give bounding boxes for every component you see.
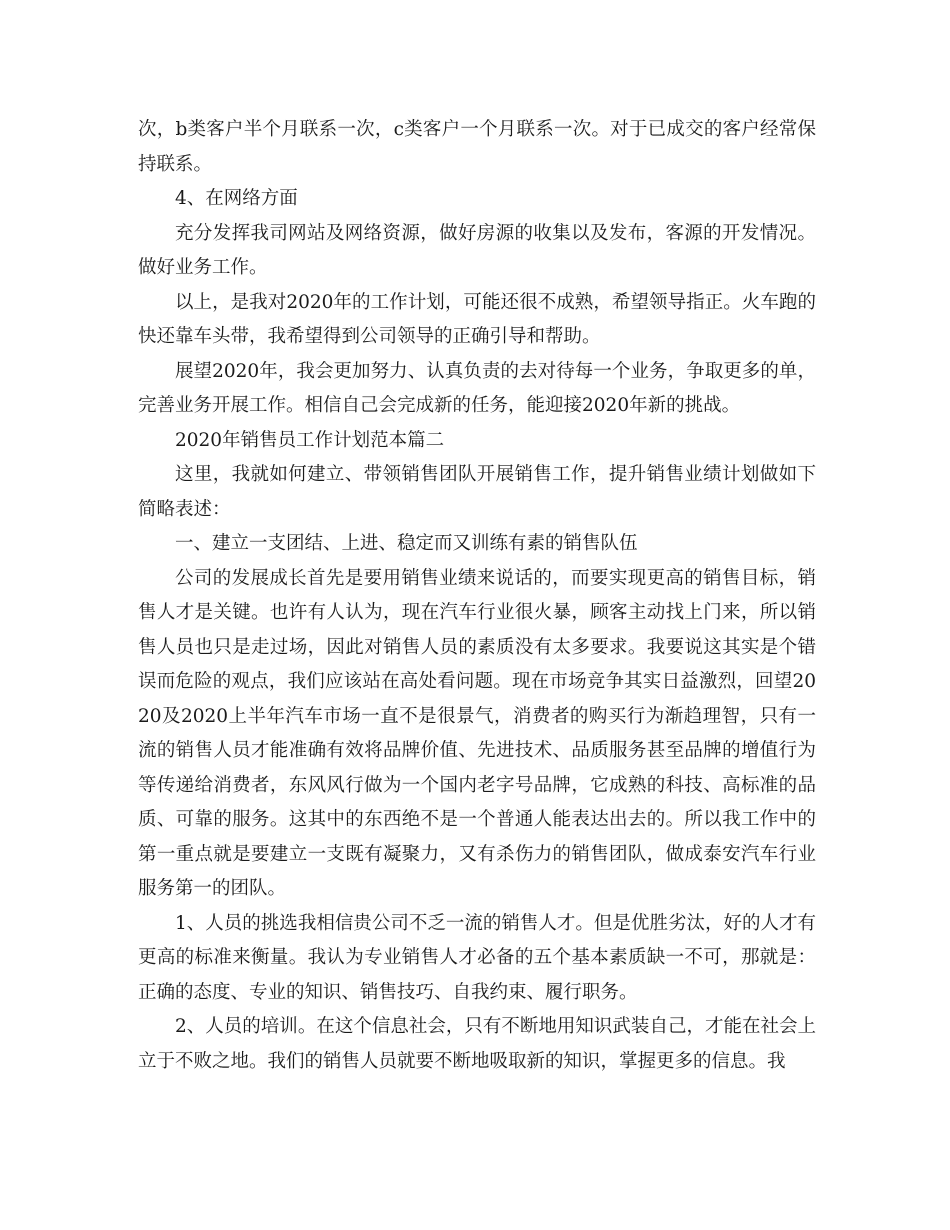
paragraph-network: 充分发挥我司网站及网络资源，做好房源的收集以及发布，客源的开发情况。做好业务工作。 [138,222,816,278]
paragraph-summary: 以上，是我对2020年的工作计划，可能还很不成熟，希望领导指正。火车跑的快还靠车头带，我希望得到公司领导的正确引导和帮助。 [138,291,816,347]
paragraph-outlook: 展望2020年，我会更加努力、认真负责的去对待每一个业务，争取更多的单，完善业务开展工作。相信自己会完成新的任务，能迎接2020年新的挑战。 [138,360,816,416]
paragraph-team: 公司的发展成长首先是要用销售业绩来说话的，而要实现更高的销售目标，销售人才是关键。也许有人认为，现在汽车行业很火暴，顾客主动找上门来，所以销售人员也只是走过场，因此对销售人员的素质没有太多要求。我要说这其实是个错误而危险的观点，我们应该站在高处看问题。现在市场竞争其实日益激烈，回望2020及2020上半年汽车市场一直不是很景气，消费者的购买行为渐趋理智，只有一流的销售人员才能准确有效将品牌价值、先进技术、品质服务甚至品牌的增值行为等传递给消费者，东风风行做为一个国内老字号品牌，它成熟的科技、高标准的品质、可靠的服务。这其中的东西绝不是一个普通人能表达出去的。所以我工作中的第一重点就是要建立一支既有凝聚力，又有杀伤力的销售团队，做成泰安汽车行业服务第一的团队。 [138,567,816,899]
paragraph-training: 2、人员的培训。在这个信息社会，只有不断地用知识武装自己，才能在社会上立于不败之地。我们的销售人员就要不断地吸取新的知识，掌握更多的信息。我 [138,1016,816,1072]
section-heading-team: 一、建立一支团结、上进、稳定而又训练有素的销售队伍 [175,533,638,554]
document-subtitle: 2020年销售员工作计划范本篇二 [175,429,445,451]
section-heading-network: 4、在网络方面 [175,188,298,209]
document-body [138,113,816,1079]
paragraph-intro: 这里，我就如何建立、带领销售团队开展销售工作，提升销售业绩计划做如下简略表述： [138,464,816,520]
paragraph-continuation: 次，b类客户半个月联系一次，c类客户一个月联系一次。对于已成交的客户经常保持联系。 [138,119,816,175]
paragraph-selection: 1、人员的挑选我相信贵公司不乏一流的销售人才。但是优胜劣汰，好的人才有更高的标准来衡量。我认为专业销售人才必备的五个基本素质缺一不可，那就是：正确的态度、专业的知识、销售技巧、自我约束、履行职务。 [138,912,816,1003]
